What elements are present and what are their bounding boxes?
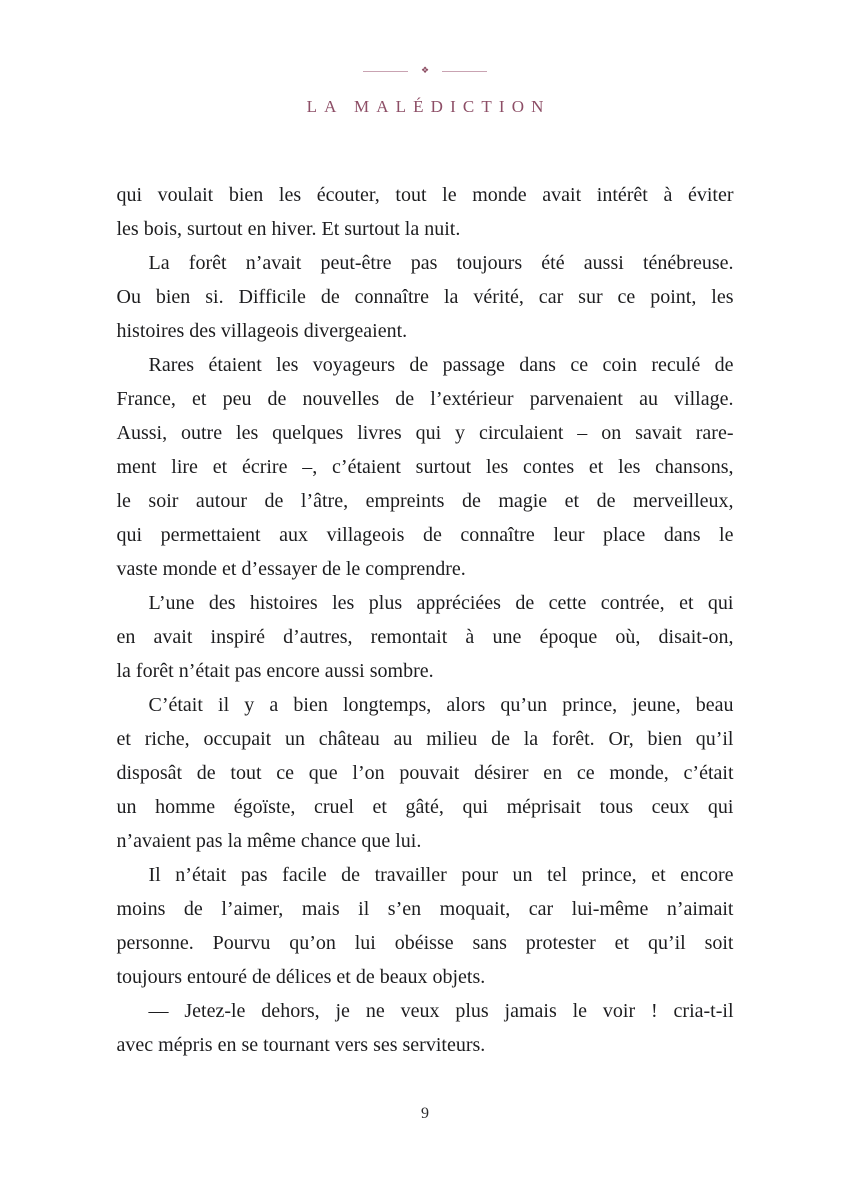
paragraph <box>117 246 734 348</box>
paragraph <box>117 688 734 858</box>
ornament-rule-right <box>442 71 487 72</box>
text-line: personne. Pourvu qu’on lui obéisse sans protester et qu’il soit <box>116 932 734 954</box>
page-footer <box>0 1104 850 1124</box>
text-line: Rares étaient les voyageurs de passage dans ce coin reculé de <box>148 354 734 376</box>
text-line: qui permettaient aux villageois de connaître leur place dans le <box>116 524 734 546</box>
page-number: 9 <box>421 1105 429 1122</box>
paragraph <box>117 178 734 246</box>
chapter-title: LA MALÉDICTION <box>306 97 551 116</box>
text-line: la forêt n’était pas encore aussi sombre. <box>116 660 434 682</box>
text-line: toujours entouré de délices et de beaux objets. <box>116 966 486 988</box>
paragraph <box>117 348 734 586</box>
text-line: moins de l’aimer, mais il s’en moquait, car lui-même n’aimait <box>116 898 734 920</box>
text-line: disposât de tout ce que l’on pouvait désirer en ce monde, c’était <box>116 762 734 784</box>
paragraph <box>117 858 734 994</box>
text-line: Ou bien si. Difficile de connaître la vérité, car sur ce point, les <box>116 286 734 308</box>
text-line: — Jetez-le dehors, je ne veux plus jamais le voir ! cria-t-il <box>148 1000 734 1022</box>
text-line: le soir autour de l’âtre, empreints de magie et de merveilleux, <box>116 490 734 512</box>
text-line: C’était il y a bien longtemps, alors qu’un prince, jeune, beau <box>148 694 734 716</box>
paragraph <box>117 994 734 1062</box>
text-line: et riche, occupait un château au milieu de la forêt. Or, bien qu’il <box>116 728 734 750</box>
text-line: n’avaient pas la même chance que lui. <box>116 830 422 852</box>
text-line: Aussi, outre les quelques livres qui y circulaient – on savait rare- <box>116 422 734 444</box>
text-line: qui voulait bien les écouter, tout le monde avait intérêt à éviter <box>116 184 734 206</box>
text-line: Il n’était pas facile de travailler pour un tel prince, et encore <box>148 864 734 886</box>
ornament-rule-left <box>363 71 408 72</box>
text-line: avec mépris en se tournant vers ses serviteurs. <box>116 1034 486 1056</box>
text-line: un homme égoïste, cruel et gâté, qui méprisait tous ceux qui <box>116 796 734 818</box>
text-line: les bois, surtout en hiver. Et surtout la nuit. <box>116 218 461 240</box>
text-line: en avait inspiré d’autres, remontait à une époque où, disait-on, <box>116 626 734 648</box>
flower-icon: ❖ <box>420 66 430 76</box>
chapter-ornament <box>0 66 850 76</box>
text-line: L’une des histoires les plus appréciées de cette contrée, et qui <box>148 592 734 614</box>
text-line: La forêt n’avait peut-être pas toujours été aussi ténébreuse. <box>148 252 734 274</box>
body-text <box>117 178 734 1062</box>
text-line: vaste monde et d’essayer de le comprendre. <box>116 558 466 580</box>
paragraph <box>117 586 734 688</box>
text-line: ment lire et écrire –, c’étaient surtout les contes et les chansons, <box>116 456 734 478</box>
text-line: histoires des villageois divergeaient. <box>116 320 408 342</box>
text-line: France, et peu de nouvelles de l’extérieur parvenaient au village. <box>116 388 734 410</box>
